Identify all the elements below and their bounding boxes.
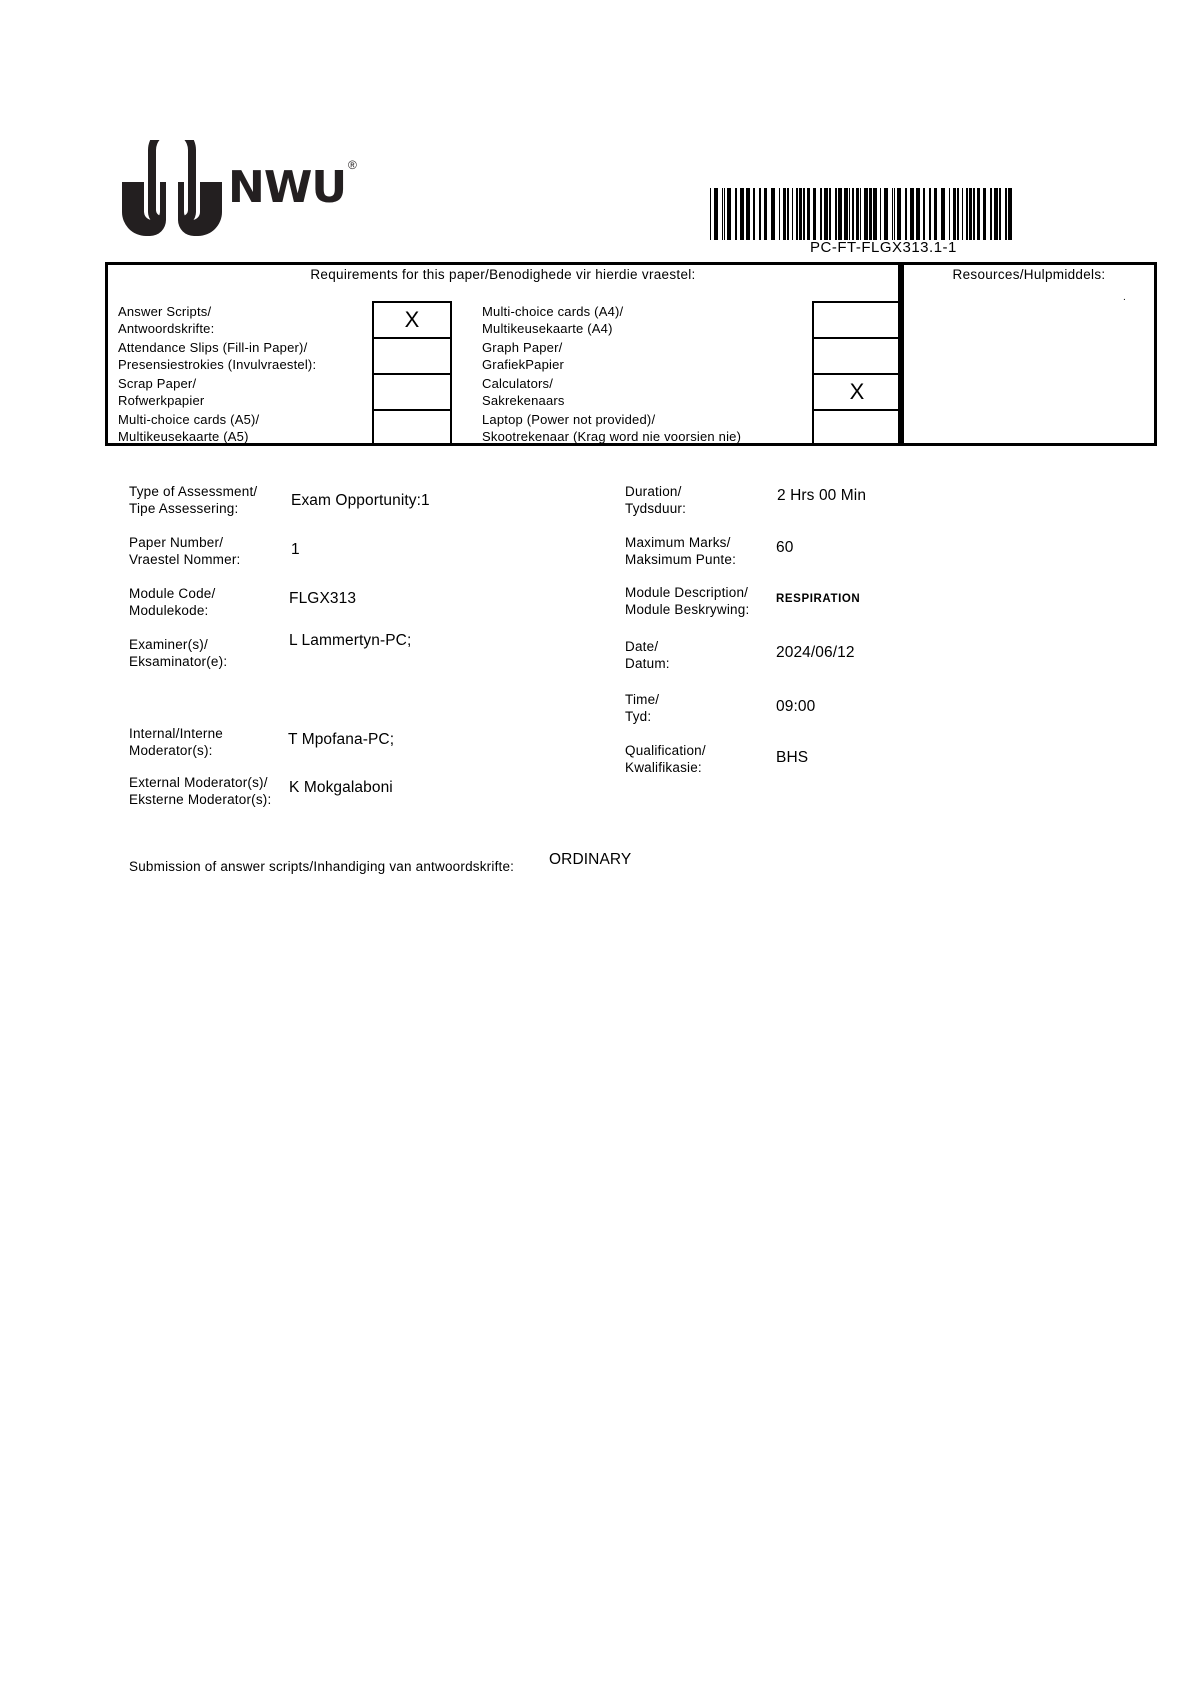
logo-wordmark: NWU <box>228 162 347 213</box>
barcode-bar <box>923 188 925 240</box>
req-left-0-label: Answer Scripts/ Antwoordskrifte: <box>118 304 215 336</box>
barcode-bar <box>724 188 725 240</box>
type-assessment-label: Type of Assessment/ Tipe Assessering: <box>129 484 258 516</box>
paper-number-label: Paper Number/ Vraestel Nommer: <box>129 535 241 567</box>
barcode-bar <box>824 188 828 240</box>
module-description-label: Module Description/ Module Beskrywing: <box>625 585 750 617</box>
barcode-bar <box>779 188 780 240</box>
barcode-bar <box>880 188 881 240</box>
barcode-bar <box>844 188 848 240</box>
barcode-bar <box>934 188 937 240</box>
barcode-bar <box>999 188 1001 240</box>
qualification-label: Qualification/ Kwalifikasie: <box>625 743 706 775</box>
barcode-bar <box>869 188 872 240</box>
barcode-bar <box>894 188 895 240</box>
nwu-emblem-icon <box>120 140 224 240</box>
req-right-2-checkbox: X <box>812 373 902 411</box>
barcode-bar <box>852 188 854 240</box>
barcode-bar <box>892 188 893 240</box>
external-moderator-value: K Mokgalaboni <box>289 779 393 796</box>
barcode-bar <box>856 188 859 240</box>
barcode-bar <box>727 188 731 240</box>
barcode-bar <box>990 188 992 240</box>
req-left-3-checkbox <box>372 409 452 446</box>
requirements-title: Requirements for this paper/Benodighede vir hierdie vraestel: <box>310 267 696 282</box>
barcode-bar <box>929 188 931 240</box>
barcode-bar <box>949 188 950 240</box>
req-right-1-checkbox <box>812 337 902 375</box>
barcode-bar <box>753 188 755 240</box>
barcode-image <box>710 188 1070 240</box>
req-left-0-checkbox: X <box>372 301 452 339</box>
barcode-bar <box>792 188 793 240</box>
barcode-bar <box>897 188 901 240</box>
examiners-value: L Lammertyn-PC; <box>289 632 412 649</box>
req-right-0-label: Multi-choice cards (A4)/ Multikeusekaarte (A4) <box>482 304 624 336</box>
max-marks-label: Maximum Marks/ Maksimum Punte: <box>625 535 737 567</box>
barcode-bar <box>807 188 810 240</box>
barcode-bar <box>977 188 980 240</box>
barcode-bar <box>714 188 718 240</box>
req-left-1-label: Attendance Slips (Fill-in Paper)/ Presensiestrokies (Invulvraestel): <box>118 340 317 372</box>
submission-label: Submission of answer scripts/Inhandiging van antwoordskrifte: <box>129 859 515 874</box>
barcode-bar <box>957 188 959 240</box>
barcode-bar <box>820 188 822 240</box>
barcode-bar <box>759 188 761 240</box>
examiners-label: Examiner(s)/ Eksaminator(e): <box>129 637 228 669</box>
barcode-bar <box>969 188 972 240</box>
barcode-bar <box>740 188 744 240</box>
barcode-bar <box>735 188 737 240</box>
max-marks-value: 60 <box>776 539 794 556</box>
barcode-bar <box>849 188 850 240</box>
barcode-bar <box>803 188 805 240</box>
barcode-bar <box>973 188 975 240</box>
date-label: Date/ Datum: <box>625 639 670 671</box>
resources-box <box>901 262 1157 446</box>
req-left-2-label: Scrap Paper/ Rofwerkpapier <box>118 376 205 408</box>
barcode-bar <box>796 188 798 240</box>
barcode-bar <box>710 188 711 240</box>
internal-moderator-value: T Mpofana-PC; <box>288 731 395 748</box>
req-right-2-label: Calculators/ Sakrekenaars <box>482 376 565 408</box>
paper-number-value: 1 <box>291 541 300 558</box>
time-value: 09:00 <box>776 698 816 715</box>
type-assessment-value: Exam Opportunity:1 <box>291 492 430 509</box>
duration-label: Duration/ Tydsduur: <box>625 484 687 516</box>
barcode-bar <box>994 188 998 240</box>
barcode-bar <box>1008 188 1012 240</box>
module-description-value: RESPIRATION <box>776 593 861 605</box>
barcode-bar <box>835 188 837 240</box>
req-left-3-label: Multi-choice cards (A5)/ Multikeusekaarte (A5) <box>118 412 260 444</box>
req-left-1-checkbox <box>372 337 452 375</box>
resources-title: Resources/Hulpmiddels: <box>952 267 1106 282</box>
barcode-bar <box>884 188 888 240</box>
module-code-label: Module Code/ Modulekode: <box>129 586 216 618</box>
barcode-bar <box>813 188 816 240</box>
barcode-bar <box>771 188 775 240</box>
barcode-bar <box>873 188 877 240</box>
barcode-bar <box>905 188 907 240</box>
barcode-bar <box>966 188 968 240</box>
req-right-3-checkbox <box>812 409 902 446</box>
req-left-2-checkbox <box>372 373 452 411</box>
resources-value: . <box>1123 292 1126 303</box>
internal-moderator-label: Internal/Interne Moderator(s): <box>129 726 224 758</box>
barcode-bar <box>838 188 842 240</box>
req-right-1-label: Graph Paper/ GrafiekPapier <box>482 340 565 372</box>
barcode-bar <box>787 188 789 240</box>
barcode-bar <box>860 188 861 240</box>
req-right-0-checkbox <box>812 301 902 339</box>
duration-value: 2 Hrs 00 Min <box>777 487 867 504</box>
barcode-bar <box>864 188 868 240</box>
barcode-bar <box>1005 188 1007 240</box>
barcode-bar <box>916 188 920 240</box>
submission-value: ORDINARY <box>549 851 632 868</box>
registered-mark: ® <box>348 158 357 172</box>
barcode-bar <box>799 188 802 240</box>
barcode-bar <box>722 188 723 240</box>
barcode-bar <box>953 188 956 240</box>
time-label: Time/ Tyd: <box>625 692 660 724</box>
barcode-bar <box>910 188 914 240</box>
req-right-3-label: Laptop (Power not provided)/ Skootrekenaar (Krag word nie voorsien nie) <box>482 412 742 444</box>
barcode-bar <box>764 188 767 240</box>
barcode-bar <box>783 188 786 240</box>
external-moderator-label: External Moderator(s)/ Eksterne Moderator(s): <box>129 775 272 807</box>
date-value: 2024/06/12 <box>776 644 855 661</box>
nwu-logo <box>120 140 370 240</box>
barcode-bar <box>941 188 945 240</box>
barcode-bar <box>983 188 986 240</box>
barcode-text: PC-FT-FLGX313.1-1 <box>810 239 957 256</box>
module-code-value: FLGX313 <box>289 590 357 607</box>
qualification-value: BHS <box>776 749 809 766</box>
barcode-bar <box>746 188 750 240</box>
barcode-bar <box>829 188 831 240</box>
barcode-bar <box>962 188 963 240</box>
